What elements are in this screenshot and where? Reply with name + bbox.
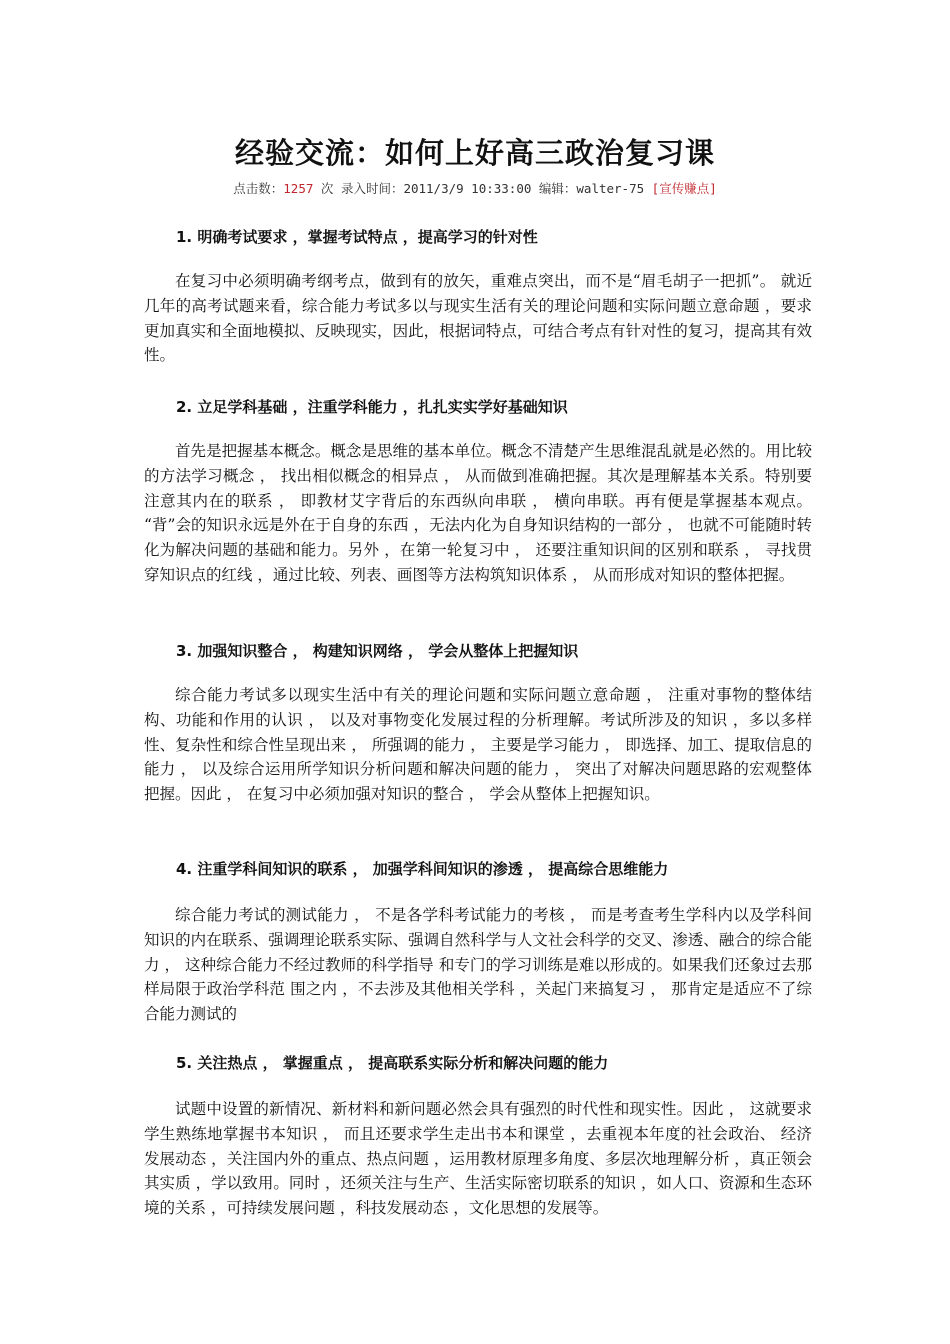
section-heading-4: 4. 注重学科间知识的联系 ， 加强学科间知识的渗透 ， 提高综合思维能力 <box>176 860 669 878</box>
promo-link[interactable]: [宣传赚点] <box>651 181 717 196</box>
article-title: 经验交流：如何上好高三政治复习课 <box>234 136 715 170</box>
section-body-3: 综合能力考试多以现实生活中有关的理论问题和实际问题立意命题 ， 注重对事物的整体结构、功能和作用的认识 ， 以及对事物变化发展过程的分析理解。考试所涉及的知识 ，多以多样性、复杂性和综合性呈现出来 ， 所强调的能力 ， 主要是学习能力 ， 即选择、加工、提取信息的能力 ， 以及综合运用所学知识分析问题和解决问题的能力 ， 突出了对解决问题思路的宏观整体把握。因此 ， 在复习中必须加强对知识的整合 ， 学会从整体上把握知识。 <box>144 686 812 804</box>
section-heading-5: 5. 关注热点 ， 掌握重点 ， 提高联系实际分析和解决问题的能力 <box>176 1054 609 1072</box>
section-heading-2: 2. 立足学科基础 ，注重学科能力 ，扎扎实实学好基础知识 <box>176 398 568 416</box>
section-body-5: 试题中设置的新情况、新材料和新问题必然会具有强烈的时代性和现实性。因此 ， 这就要求学生熟练地掌握书本知识 ， 而且还要求学生走出书本和课堂 ，去重视本年度的社会政治、 经济发展动态 ，关注国内外的重点、热点问题 ，运用教材原理多角度、多层次地理解分析 ，真正领会其实质 ，学以致用。同时 ，还须关注与生产、生活实际密切联系的知识 ，如人口、资源和生态环境的关系 ，可持续发展问题 ，科技发展动态 ，文化思想的发展等。 <box>144 1100 812 1218</box>
meta-details: 次 录入时间：2011/3/9 10:33:00 编辑：walter-75 <box>313 181 652 196</box>
section-heading-1: 1. 明确考试要求 ，掌握考试特点 ，提高学习的针对性 <box>176 228 538 246</box>
section-body-1: 在复习中必须明确考纲考点，做到有的放矢，重难点突出，而不是“眉毛胡子一把抓”。 就近几年的高考试题来看，综合能力考试多以与现实生活有关的理论问题和实际问题立意命题 ，要求更加真实和全面地模拟、反映现实，因此，根据词特点，可结合考点有针对性的复习，提高其有效性。 <box>144 272 812 365</box>
clicks-label: 点击数： <box>233 181 284 196</box>
section-body-4: 综合能力考试的测试能力 ， 不是各学科考试能力的考核 ， 而是考查考生学科内以及学科间知识的内在联系、强调理论联系实际、强调自然科学与人文社会科学的交叉、渗透、融合的综合能力 ， 这种综合能力不经过教师的科学指导 和专门的学习训练是难以形成的。如果我们还象过去那样局限于政治学科范 围之内 ，不去涉及其他相关学科 ，关起门来搞复习 ， 那肯定是适应不了综合能力测试的 <box>144 906 812 1024</box>
article-meta <box>0 179 950 197</box>
section-body-2: 首先是把握基本概念。概念是思维的基本单位。概念不清楚产生思维混乱就是必然的。用比较的方法学习概念 ， 找出相似概念的相异点 ， 从而做到准确把握。其次是理解基本关系。特别要注意其内在的联系 ， 即教材艾字背后的东西纵向串联 ， 横向串联。再有便是掌握基本观点。 “背”会的知识永远是外在于自身的东西 ，无法内化为自身知识结构的一部分 ， 也就不可能随时转化为解决问题的基础和能力。另外 ，在第一轮复习中 ， 还要注重知识间的区别和联系 ， 寻找贯穿知识点的红线 ，通过比较、列表、画图等方法构筑知识体系 ， 从而形成对知识的整体把握。 <box>144 442 812 584</box>
click-count: 1257 <box>283 181 314 196</box>
section-heading-3: 3. 加强知识整合 ， 构建知识网络 ， 学会从整体上把握知识 <box>176 642 579 660</box>
